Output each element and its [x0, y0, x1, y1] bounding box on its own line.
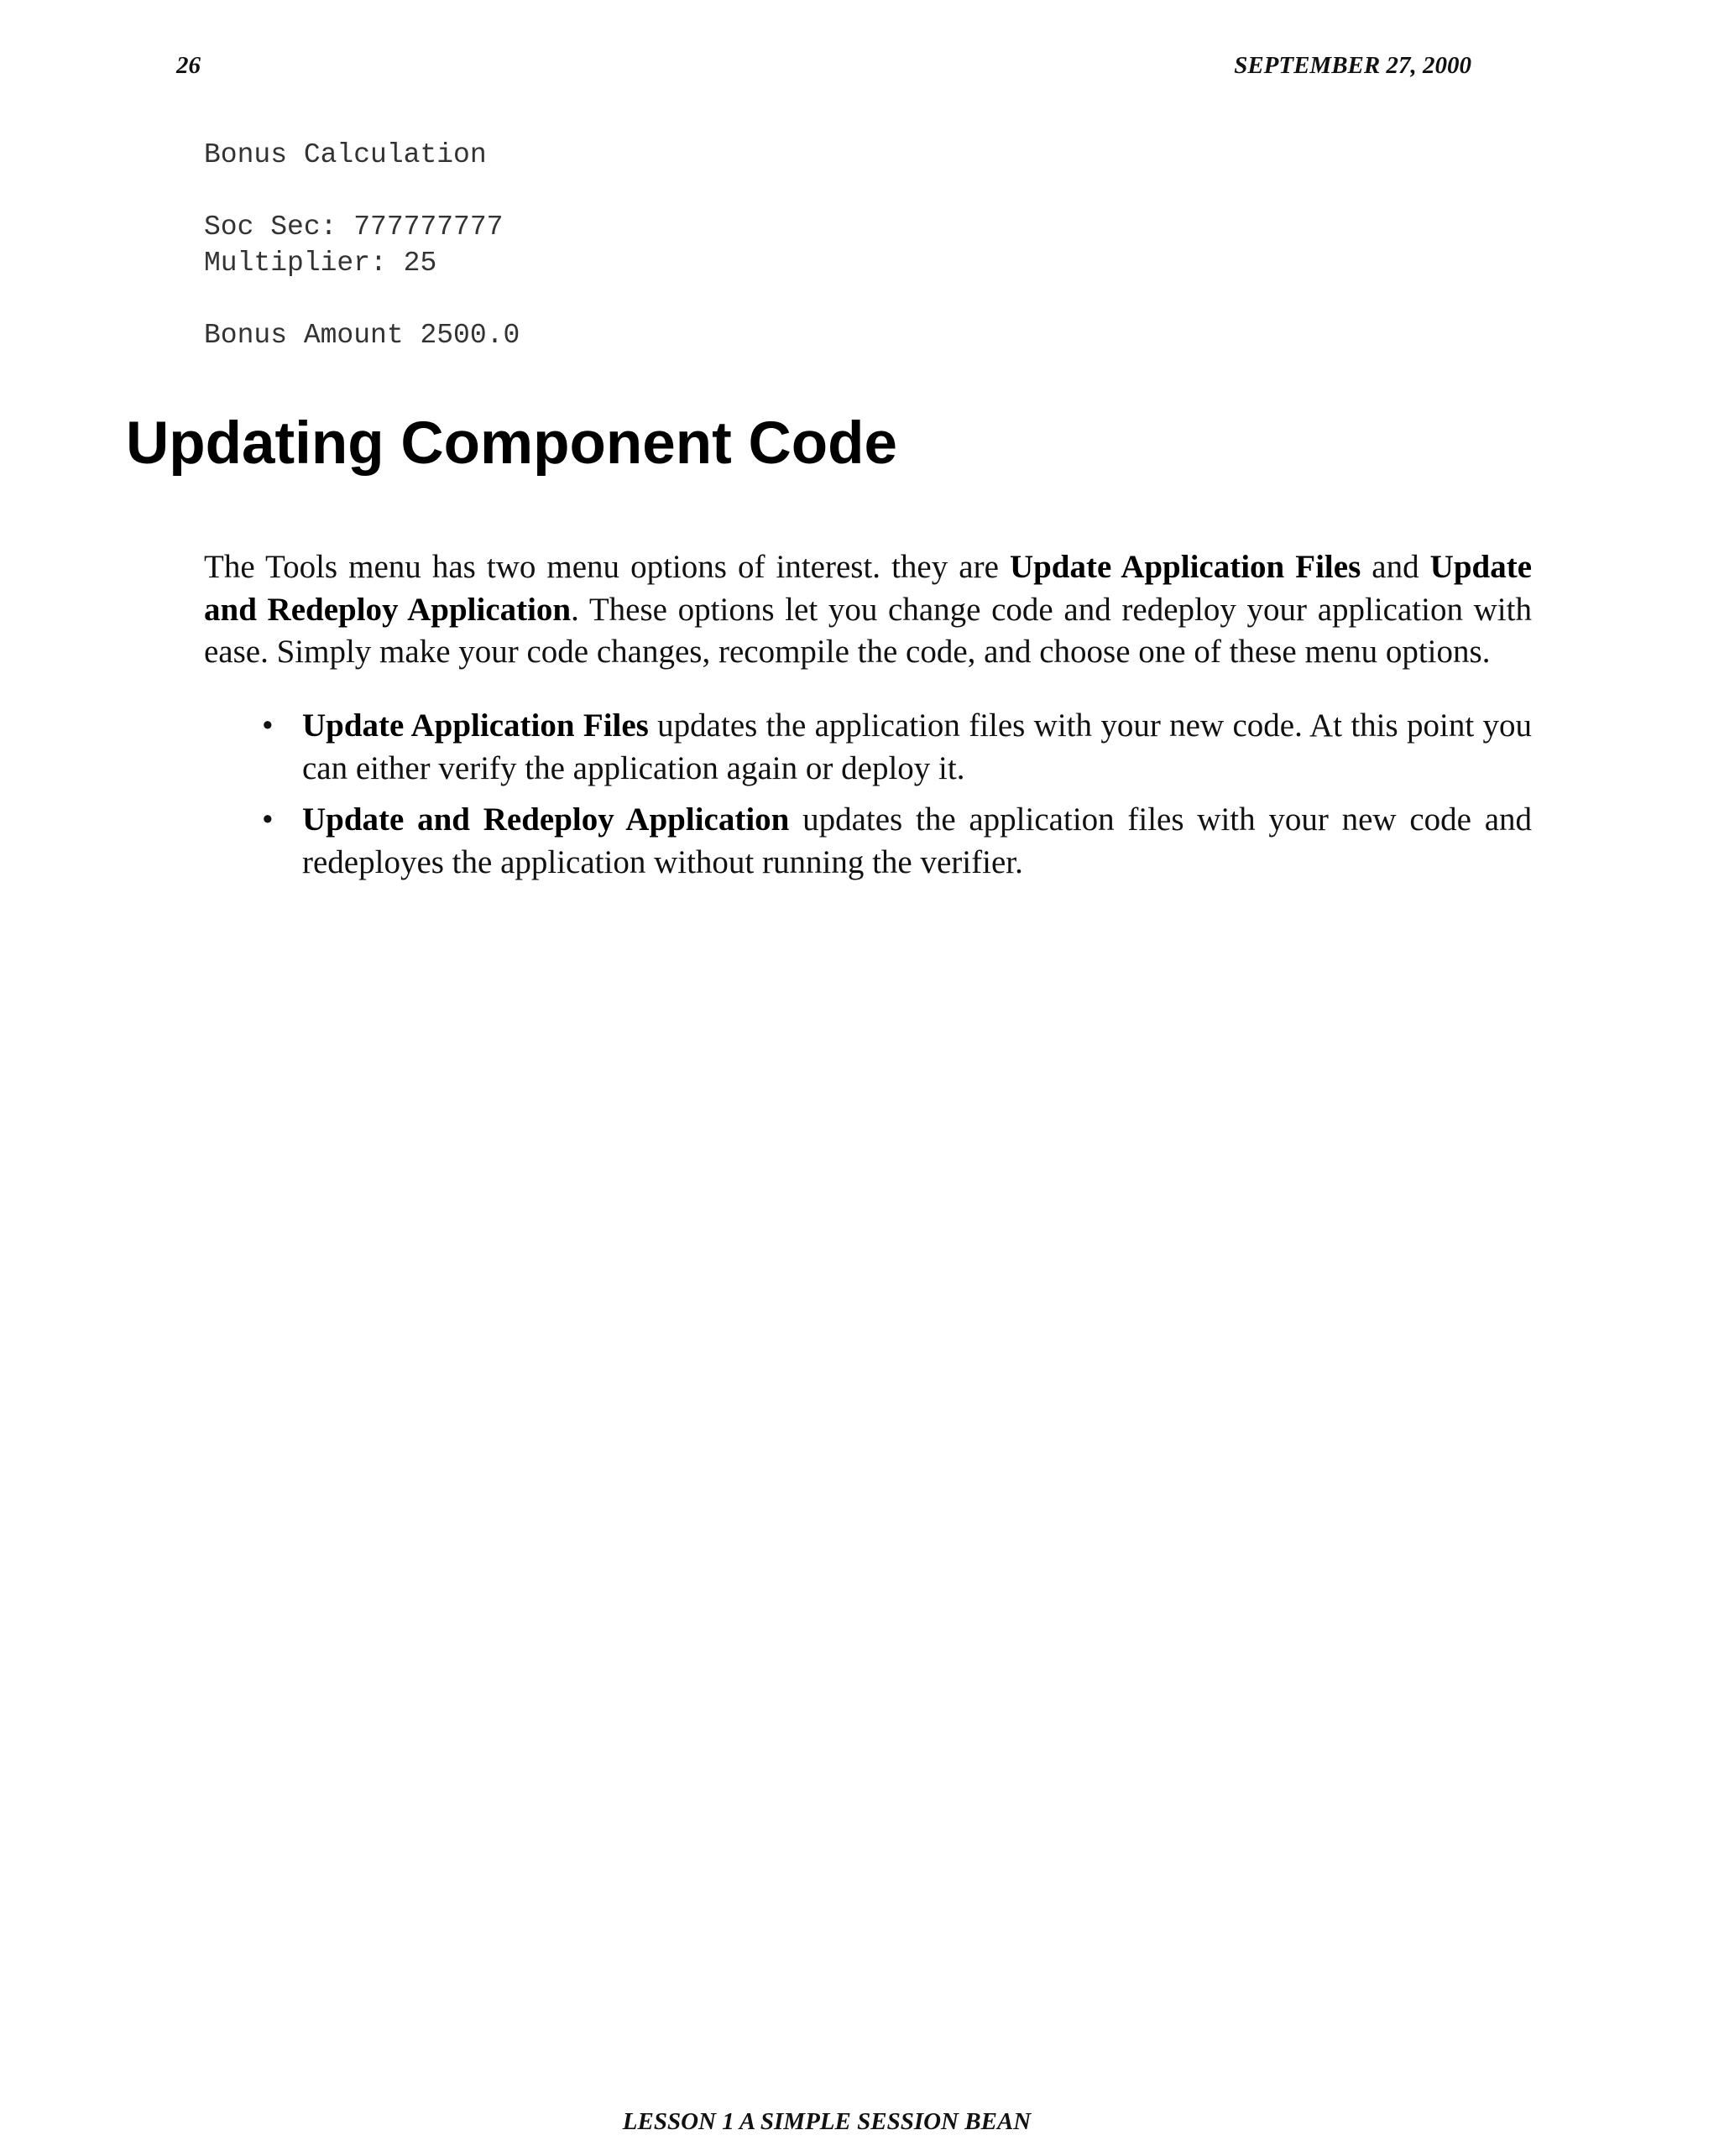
running-footer: LESSON 1 A SIMPLE SESSION BEAN [622, 2108, 1032, 2135]
intro-text: . These options let you change code and redeploy your application with ease. Simply make your code changes, recompile the code, and choose one of these menu options. [204, 591, 1532, 670]
code-line: Soc Sec: 777777777 [204, 211, 504, 243]
bullet-term: Update and Redeploy Application [302, 801, 790, 838]
bullet-icon: • [262, 707, 274, 744]
code-line [204, 173, 520, 209]
code-line: Bonus Calculation [204, 139, 487, 170]
bullet-term: Update Application Files [302, 707, 649, 744]
list-item [204, 705, 1532, 790]
code-line: Multiplier: 25 [204, 248, 437, 279]
menu-option-list [204, 705, 1532, 893]
intro-paragraph [204, 546, 1532, 674]
code-line [204, 281, 520, 317]
section-heading: Updating Component Code [126, 410, 897, 477]
header-date: SEPTEMBER 27, 2000 [1234, 52, 1471, 79]
code-line: Bonus Amount 2500.0 [204, 320, 520, 351]
running-header [0, 52, 1719, 86]
bullet-text: updates the application files with your new code. At this point you can either verify the application again or deploy it. [302, 707, 1532, 786]
menu-option-update-redeploy: Update and Redeploy Application [204, 549, 1533, 628]
bullet-icon: • [262, 801, 274, 838]
bullet-text: updates the application files with your new code and redeployes the application without running the verifier. [302, 801, 1532, 880]
list-item [204, 799, 1532, 884]
page-number: 26 [176, 52, 201, 79]
code-output-block [204, 137, 520, 353]
menu-option-update-files: Update Application Files [1009, 549, 1361, 585]
intro-text: and [1361, 549, 1430, 585]
intro-text: The Tools menu has two menu options of interest. they are [204, 549, 1010, 585]
